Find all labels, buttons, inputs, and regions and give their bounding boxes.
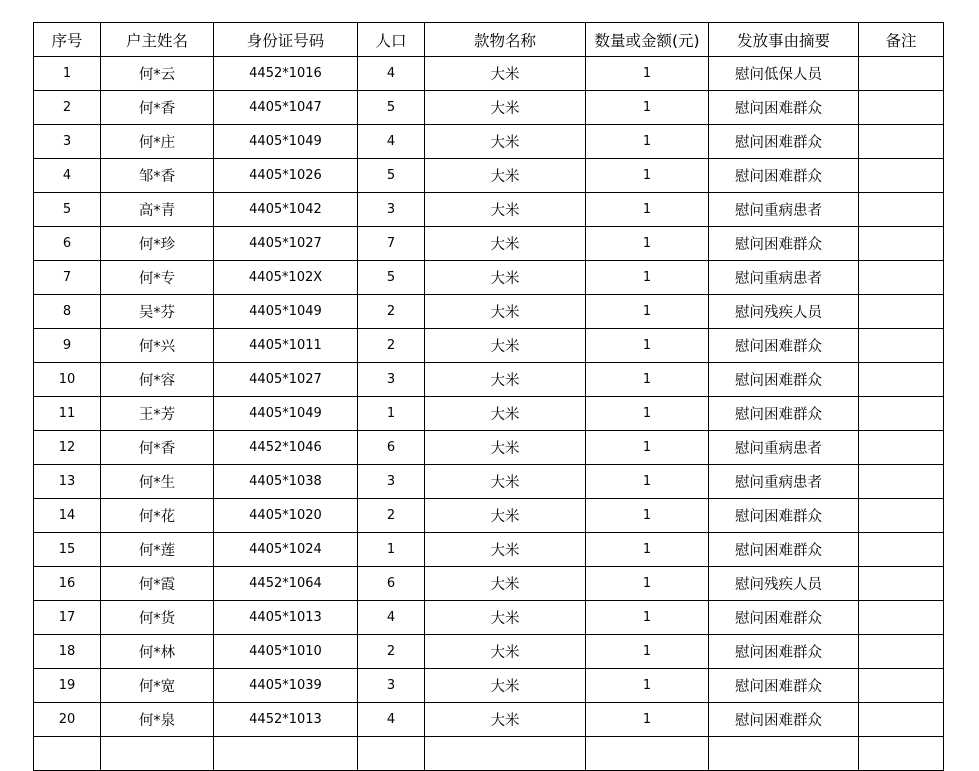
cell-serial: 2 <box>34 91 101 125</box>
cell-reason-summary: 慰问重病患者 <box>709 193 859 227</box>
cell-remarks <box>859 193 944 227</box>
cell-item-name: 大米 <box>425 125 586 159</box>
cell-empty <box>425 737 586 771</box>
cell-quantity-amount: 1 <box>586 431 709 465</box>
cell-empty <box>101 737 214 771</box>
cell-householder-name: 何*香 <box>101 431 214 465</box>
cell-serial: 5 <box>34 193 101 227</box>
table-row <box>34 567 944 601</box>
cell-empty <box>214 737 358 771</box>
cell-serial: 12 <box>34 431 101 465</box>
cell-quantity-amount: 1 <box>586 397 709 431</box>
cell-population: 3 <box>358 193 425 227</box>
cell-population: 1 <box>358 397 425 431</box>
cell-id-number: 4405*1049 <box>214 295 358 329</box>
cell-reason-summary: 慰问困难群众 <box>709 159 859 193</box>
cell-remarks <box>859 431 944 465</box>
distribution-table <box>33 22 944 771</box>
cell-reason-summary: 慰问困难群众 <box>709 397 859 431</box>
header-id-number: 身份证号码 <box>214 23 358 57</box>
cell-householder-name: 何*莲 <box>101 533 214 567</box>
header-row <box>34 23 944 57</box>
cell-id-number: 4405*102X <box>214 261 358 295</box>
table-row-partial <box>34 737 944 771</box>
table-row <box>34 363 944 397</box>
cell-reason-summary: 慰问重病患者 <box>709 465 859 499</box>
cell-remarks <box>859 57 944 91</box>
cell-item-name: 大米 <box>425 431 586 465</box>
cell-quantity-amount: 1 <box>586 567 709 601</box>
table-row <box>34 601 944 635</box>
header-item-name: 款物名称 <box>425 23 586 57</box>
cell-population: 2 <box>358 329 425 363</box>
table-row <box>34 57 944 91</box>
cell-population: 2 <box>358 295 425 329</box>
cell-item-name: 大米 <box>425 669 586 703</box>
cell-quantity-amount: 1 <box>586 703 709 737</box>
cell-item-name: 大米 <box>425 533 586 567</box>
cell-item-name: 大米 <box>425 567 586 601</box>
cell-serial: 15 <box>34 533 101 567</box>
cell-quantity-amount: 1 <box>586 57 709 91</box>
cell-reason-summary: 慰问困难群众 <box>709 125 859 159</box>
cell-remarks <box>859 533 944 567</box>
table-row <box>34 193 944 227</box>
table-row <box>34 125 944 159</box>
cell-item-name: 大米 <box>425 227 586 261</box>
cell-reason-summary: 慰问困难群众 <box>709 635 859 669</box>
cell-reason-summary: 慰问重病患者 <box>709 431 859 465</box>
cell-item-name: 大米 <box>425 329 586 363</box>
cell-id-number: 4405*1026 <box>214 159 358 193</box>
cell-remarks <box>859 227 944 261</box>
table-row <box>34 227 944 261</box>
cell-householder-name: 何*专 <box>101 261 214 295</box>
cell-id-number: 4405*1024 <box>214 533 358 567</box>
cell-item-name: 大米 <box>425 635 586 669</box>
cell-id-number: 4405*1049 <box>214 125 358 159</box>
table-row <box>34 329 944 363</box>
table-row <box>34 431 944 465</box>
cell-item-name: 大米 <box>425 295 586 329</box>
table-row <box>34 397 944 431</box>
table-row <box>34 499 944 533</box>
cell-quantity-amount: 1 <box>586 533 709 567</box>
cell-id-number: 4452*1016 <box>214 57 358 91</box>
cell-householder-name: 何*兴 <box>101 329 214 363</box>
cell-householder-name: 何*云 <box>101 57 214 91</box>
cell-reason-summary: 慰问困难群众 <box>709 91 859 125</box>
header-householder-name: 户主姓名 <box>101 23 214 57</box>
header-reason-summary: 发放事由摘要 <box>709 23 859 57</box>
cell-id-number: 4405*1047 <box>214 91 358 125</box>
header-serial: 序号 <box>34 23 101 57</box>
cell-item-name: 大米 <box>425 159 586 193</box>
cell-item-name: 大米 <box>425 703 586 737</box>
cell-reason-summary: 慰问困难群众 <box>709 329 859 363</box>
cell-remarks <box>859 159 944 193</box>
cell-householder-name: 何*珍 <box>101 227 214 261</box>
table-row <box>34 261 944 295</box>
cell-population: 5 <box>358 91 425 125</box>
cell-remarks <box>859 125 944 159</box>
cell-reason-summary: 慰问困难群众 <box>709 703 859 737</box>
cell-remarks <box>859 499 944 533</box>
cell-reason-summary: 慰问困难群众 <box>709 363 859 397</box>
cell-remarks <box>859 601 944 635</box>
cell-quantity-amount: 1 <box>586 363 709 397</box>
cell-householder-name: 王*芳 <box>101 397 214 431</box>
cell-householder-name: 何*宽 <box>101 669 214 703</box>
cell-remarks <box>859 91 944 125</box>
cell-householder-name: 吴*芬 <box>101 295 214 329</box>
cell-id-number: 4405*1010 <box>214 635 358 669</box>
cell-id-number: 4452*1064 <box>214 567 358 601</box>
cell-householder-name: 何*林 <box>101 635 214 669</box>
cell-item-name: 大米 <box>425 363 586 397</box>
cell-serial: 4 <box>34 159 101 193</box>
cell-serial: 16 <box>34 567 101 601</box>
cell-item-name: 大米 <box>425 465 586 499</box>
cell-serial: 11 <box>34 397 101 431</box>
cell-id-number: 4405*1039 <box>214 669 358 703</box>
cell-serial: 7 <box>34 261 101 295</box>
distribution-sheet <box>33 22 944 771</box>
table-row <box>34 703 944 737</box>
table-row <box>34 159 944 193</box>
cell-empty <box>586 737 709 771</box>
cell-empty <box>859 737 944 771</box>
table-body <box>34 57 944 771</box>
cell-remarks <box>859 465 944 499</box>
cell-reason-summary: 慰问困难群众 <box>709 533 859 567</box>
cell-id-number: 4452*1046 <box>214 431 358 465</box>
cell-empty <box>34 737 101 771</box>
cell-quantity-amount: 1 <box>586 227 709 261</box>
cell-id-number: 4405*1049 <box>214 397 358 431</box>
cell-quantity-amount: 1 <box>586 295 709 329</box>
cell-item-name: 大米 <box>425 397 586 431</box>
cell-population: 4 <box>358 601 425 635</box>
table-row <box>34 91 944 125</box>
cell-householder-name: 何*生 <box>101 465 214 499</box>
cell-population: 3 <box>358 465 425 499</box>
cell-quantity-amount: 1 <box>586 159 709 193</box>
cell-population: 5 <box>358 159 425 193</box>
cell-serial: 19 <box>34 669 101 703</box>
table-row <box>34 635 944 669</box>
cell-serial: 18 <box>34 635 101 669</box>
table-row <box>34 669 944 703</box>
cell-population: 7 <box>358 227 425 261</box>
cell-population: 3 <box>358 669 425 703</box>
cell-population: 4 <box>358 125 425 159</box>
cell-remarks <box>859 703 944 737</box>
cell-id-number: 4405*1013 <box>214 601 358 635</box>
cell-population: 2 <box>358 635 425 669</box>
cell-item-name: 大米 <box>425 601 586 635</box>
cell-remarks <box>859 363 944 397</box>
table-row <box>34 465 944 499</box>
cell-householder-name: 何*庄 <box>101 125 214 159</box>
cell-population: 6 <box>358 431 425 465</box>
cell-householder-name: 邹*香 <box>101 159 214 193</box>
cell-remarks <box>859 397 944 431</box>
header-remarks: 备注 <box>859 23 944 57</box>
cell-quantity-amount: 1 <box>586 669 709 703</box>
cell-serial: 14 <box>34 499 101 533</box>
cell-serial: 10 <box>34 363 101 397</box>
cell-reason-summary: 慰问困难群众 <box>709 227 859 261</box>
cell-remarks <box>859 295 944 329</box>
cell-remarks <box>859 635 944 669</box>
cell-reason-summary: 慰问低保人员 <box>709 57 859 91</box>
table-row <box>34 295 944 329</box>
cell-population: 4 <box>358 703 425 737</box>
cell-id-number: 4405*1027 <box>214 227 358 261</box>
cell-serial: 17 <box>34 601 101 635</box>
cell-quantity-amount: 1 <box>586 329 709 363</box>
cell-remarks <box>859 567 944 601</box>
cell-reason-summary: 慰问困难群众 <box>709 499 859 533</box>
cell-householder-name: 高*青 <box>101 193 214 227</box>
cell-serial: 8 <box>34 295 101 329</box>
cell-serial: 20 <box>34 703 101 737</box>
cell-householder-name: 何*霞 <box>101 567 214 601</box>
cell-id-number: 4405*1027 <box>214 363 358 397</box>
cell-item-name: 大米 <box>425 91 586 125</box>
cell-quantity-amount: 1 <box>586 465 709 499</box>
cell-reason-summary: 慰问残疾人员 <box>709 295 859 329</box>
cell-serial: 13 <box>34 465 101 499</box>
cell-population: 6 <box>358 567 425 601</box>
cell-serial: 9 <box>34 329 101 363</box>
cell-empty <box>709 737 859 771</box>
cell-reason-summary: 慰问重病患者 <box>709 261 859 295</box>
cell-item-name: 大米 <box>425 261 586 295</box>
cell-id-number: 4405*1011 <box>214 329 358 363</box>
cell-id-number: 4405*1038 <box>214 465 358 499</box>
cell-quantity-amount: 1 <box>586 635 709 669</box>
cell-serial: 6 <box>34 227 101 261</box>
cell-population: 4 <box>358 57 425 91</box>
cell-quantity-amount: 1 <box>586 91 709 125</box>
cell-householder-name: 何*花 <box>101 499 214 533</box>
cell-householder-name: 何*货 <box>101 601 214 635</box>
cell-reason-summary: 慰问困难群众 <box>709 669 859 703</box>
cell-population: 5 <box>358 261 425 295</box>
table-row <box>34 533 944 567</box>
cell-empty <box>358 737 425 771</box>
cell-quantity-amount: 1 <box>586 261 709 295</box>
cell-remarks <box>859 329 944 363</box>
cell-remarks <box>859 669 944 703</box>
cell-population: 2 <box>358 499 425 533</box>
cell-reason-summary: 慰问残疾人员 <box>709 567 859 601</box>
cell-householder-name: 何*容 <box>101 363 214 397</box>
cell-item-name: 大米 <box>425 57 586 91</box>
cell-id-number: 4405*1020 <box>214 499 358 533</box>
cell-reason-summary: 慰问困难群众 <box>709 601 859 635</box>
cell-householder-name: 何*泉 <box>101 703 214 737</box>
cell-item-name: 大米 <box>425 193 586 227</box>
cell-id-number: 4452*1013 <box>214 703 358 737</box>
cell-population: 3 <box>358 363 425 397</box>
cell-quantity-amount: 1 <box>586 193 709 227</box>
cell-population: 1 <box>358 533 425 567</box>
header-quantity-amount: 数量或金额(元) <box>586 23 709 57</box>
cell-remarks <box>859 261 944 295</box>
cell-quantity-amount: 1 <box>586 125 709 159</box>
cell-quantity-amount: 1 <box>586 601 709 635</box>
cell-serial: 1 <box>34 57 101 91</box>
cell-quantity-amount: 1 <box>586 499 709 533</box>
header-population: 人口 <box>358 23 425 57</box>
cell-serial: 3 <box>34 125 101 159</box>
cell-householder-name: 何*香 <box>101 91 214 125</box>
cell-item-name: 大米 <box>425 499 586 533</box>
cell-id-number: 4405*1042 <box>214 193 358 227</box>
